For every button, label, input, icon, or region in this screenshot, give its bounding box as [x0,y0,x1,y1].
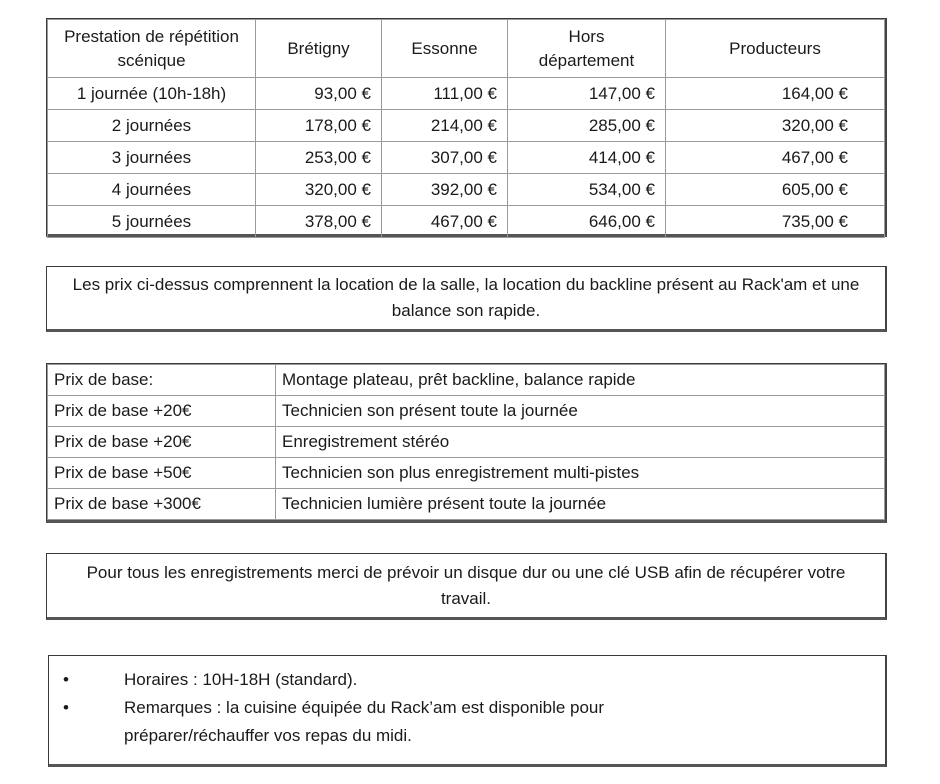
price-cell: 735,00 € [666,206,885,238]
price-cell: 93,00 € [256,78,382,110]
recording-note-text: Pour tous les enregistrements merci de prévoir un disque dur ou une clé USB afin de récupérer votre travail. [86,562,846,608]
price-cell: 534,00 € [508,174,666,206]
recording-note-box [46,553,887,620]
table-row [48,489,885,520]
option-price: Prix de base +20€ [48,396,276,427]
table-row [48,110,885,142]
price-cell: 392,00 € [382,174,508,206]
bullet-icon: • [63,670,69,689]
option-description: Technicien lumière présent toute la journée [276,489,885,520]
table-row [48,78,885,110]
price-cell: 646,00 € [508,206,666,238]
info-list-box [48,655,887,767]
row-label: 3 journées [48,142,256,174]
price-cell: 414,00 € [508,142,666,174]
included-note-text: Les prix ci-dessus comprennent la location de la salle, la location du backline présent au Rack'am et une balance son rapide. [72,275,860,320]
list-item-text: Remarques : la cuisine équipée du Rack’am est disponible pour préparer/réchauffer vos repas du midi. [124,698,605,745]
options-table [47,364,885,520]
table-row [48,427,885,458]
row-label: 2 journées [48,110,256,142]
option-description: Enregistrement stéréo [276,427,885,458]
header-hors-departement: Hors département [508,20,666,78]
option-description: Technicien son présent toute la journée [276,396,885,427]
pricing-header-row [48,20,885,78]
included-note-box [46,266,887,332]
option-description: Montage plateau, prêt backline, balance rapide [276,365,885,396]
header-bretigny: Brétigny [256,20,382,78]
pricing-table-box [46,18,887,237]
row-label: 5 journées [48,206,256,238]
table-row [48,206,885,238]
option-price: Prix de base: [48,365,276,396]
row-label: 1 journée (10h-18h) [48,78,256,110]
price-cell: 467,00 € [666,142,885,174]
price-cell: 285,00 € [508,110,666,142]
price-cell: 147,00 € [508,78,666,110]
price-cell: 164,00 € [666,78,885,110]
bullet-icon: • [63,698,69,717]
price-cell: 253,00 € [256,142,382,174]
header-prestation: Prestation de répétition scénique [48,20,256,78]
price-cell: 467,00 € [382,206,508,238]
price-cell: 320,00 € [666,110,885,142]
price-cell: 178,00 € [256,110,382,142]
table-row [48,458,885,489]
option-price: Prix de base +20€ [48,427,276,458]
header-producteurs: Producteurs [666,20,885,78]
price-cell: 307,00 € [382,142,508,174]
price-cell: 605,00 € [666,174,885,206]
header-essonne: Essonne [382,20,508,78]
price-cell: 214,00 € [382,110,508,142]
price-cell: 378,00 € [256,206,382,238]
option-price: Prix de base +50€ [48,458,276,489]
row-label: 4 journées [48,174,256,206]
pricing-table [47,19,885,238]
price-cell: 111,00 € [382,78,508,110]
option-description: Technicien son plus enregistrement multi-pistes [276,458,885,489]
price-cell: 320,00 € [256,174,382,206]
table-row [48,142,885,174]
table-row [48,365,885,396]
options-table-box [46,363,887,523]
list-item [49,666,885,694]
list-item-text: Horaires : 10H-18H (standard). [124,670,358,689]
option-price: Prix de base +300€ [48,489,276,520]
table-row [48,174,885,206]
table-row [48,396,885,427]
list-item [49,694,885,750]
